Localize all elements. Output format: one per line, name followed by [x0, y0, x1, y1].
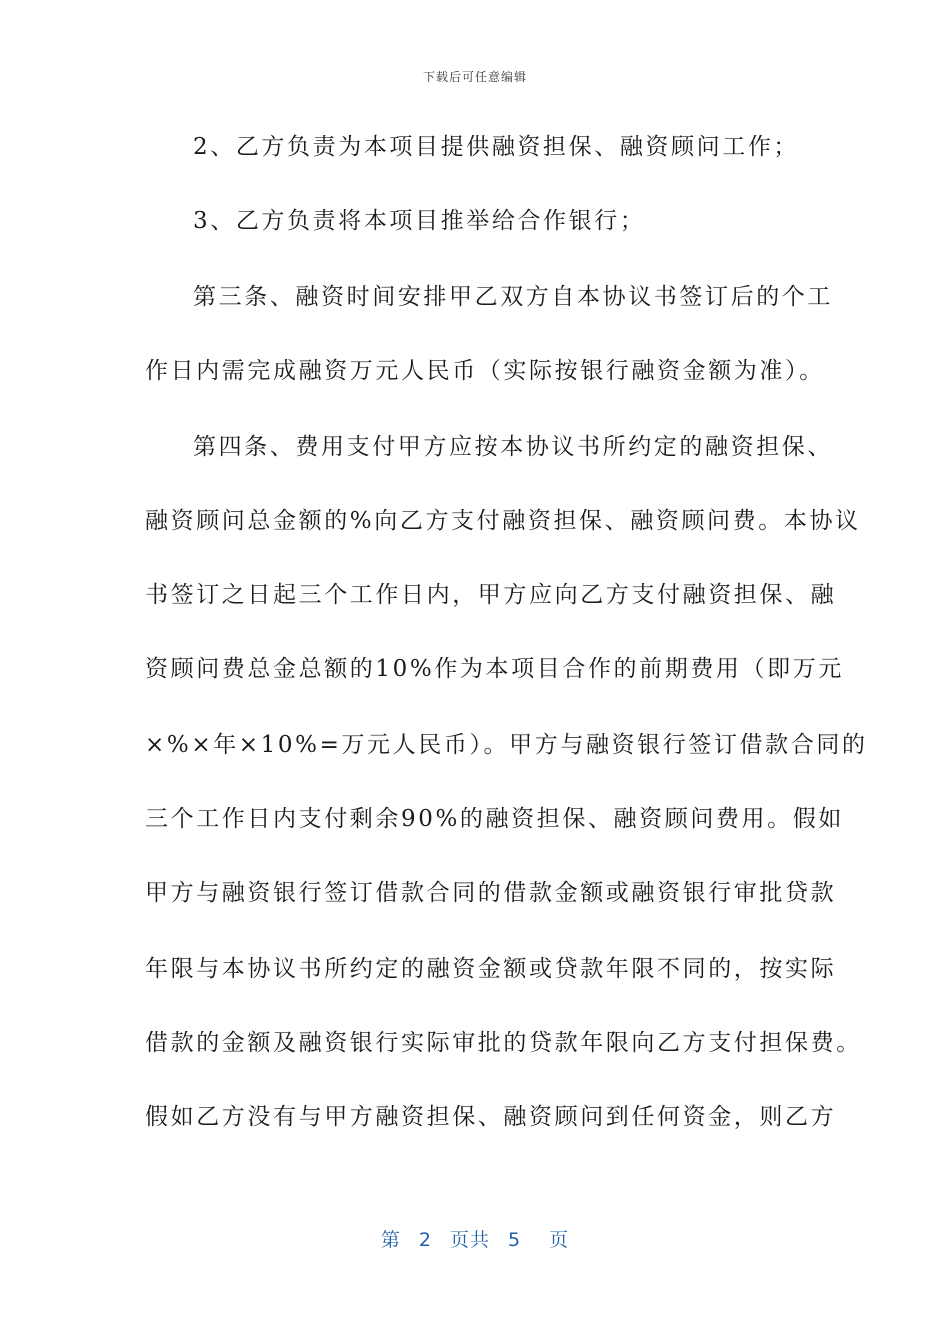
- text-line: 第四条、费用支付甲方应按本协议书所约定的融资担保、: [193, 434, 833, 460]
- text-line: 2、乙方负责为本项目提供融资担保、融资顾问工作；: [193, 134, 800, 160]
- page-header-note: 下载后可任意编辑: [422, 70, 527, 84]
- text-line: 资顾问费总金总额的10%作为本项目合作的前期费用（即万元: [145, 656, 844, 682]
- text-line: 三个工作日内支付剩余90%的融资担保、融资顾问费用。假如: [145, 806, 844, 832]
- text-line: 融资顾问总金额的%向乙方支付融资担保、融资顾问费。本协议: [145, 508, 861, 534]
- text-line: 甲方与融资银行签订借款合同的借款金额或融资银行审批贷款: [145, 880, 837, 906]
- text-line: 借款的金额及融资银行实际审批的贷款年限向乙方支付担保费。: [145, 1030, 862, 1056]
- page-suffix: 页: [549, 1229, 570, 1251]
- current-page-number: 2: [418, 1229, 432, 1251]
- text-line: ×%×年×10%=万元人民币）。甲方与融资银行签订借款合同的: [145, 732, 868, 758]
- page-prefix: 第: [380, 1229, 401, 1251]
- text-line: 作日内需完成融资万元人民币（实际按银行融资金额为准）。: [145, 358, 825, 384]
- text-line: 3、乙方负责将本项目推举给合作银行；: [193, 208, 646, 234]
- text-line: 书签订之日起三个工作日内，甲方应向乙方支付融资担保、融: [145, 582, 837, 608]
- text-line: 假如乙方没有与甲方融资担保、融资顾问到任何资金，则乙方: [145, 1104, 837, 1130]
- page-middle: 页共: [449, 1229, 490, 1251]
- text-line: 年限与本协议书所约定的融资金额或贷款年限不同的，按实际: [145, 956, 837, 982]
- total-page-number: 5: [508, 1229, 522, 1251]
- page-footer: [0, 1225, 950, 1252]
- text-line: 第三条、融资时间安排甲乙双方自本协议书签订后的个工: [193, 284, 833, 310]
